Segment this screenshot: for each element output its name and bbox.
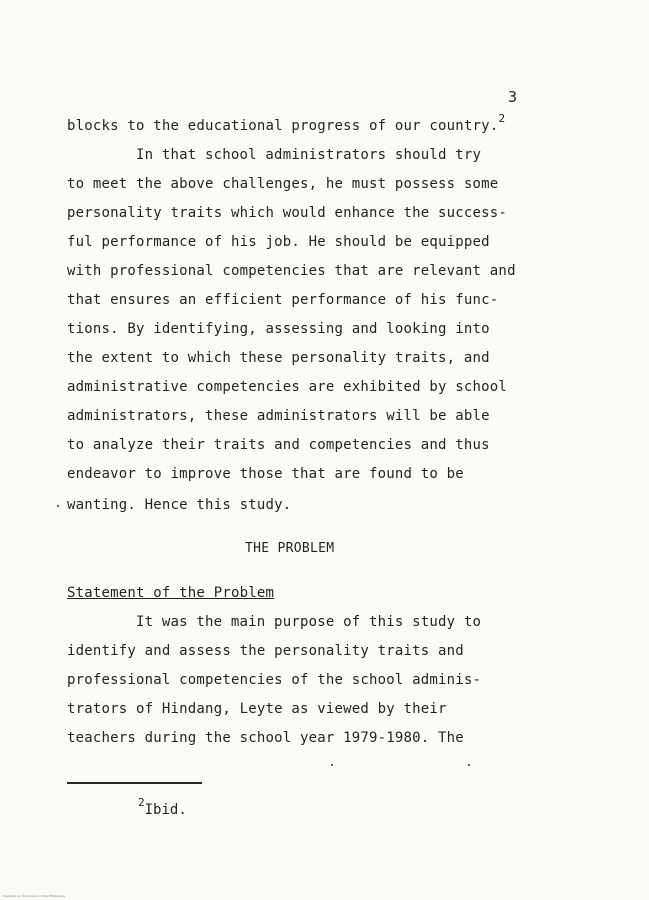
text-line: identify and assess the personality traits and bbox=[67, 643, 464, 659]
text-line: endeavor to improve those that are found to be bbox=[67, 466, 464, 482]
text-line: to meet the above challenges, he must possess some bbox=[67, 176, 499, 192]
speck bbox=[57, 505, 59, 507]
text-line: personality traits which would enhance the success- bbox=[67, 205, 508, 221]
text-line: It was the main purpose of this study to bbox=[136, 614, 482, 630]
text-line: In that school administrators should try bbox=[136, 147, 482, 163]
text-line: tions. By identifying, assessing and looking into bbox=[67, 321, 490, 337]
text-line: administrative competencies are exhibited by school bbox=[67, 379, 508, 395]
text-line: that ensures an efficient performance of his func- bbox=[67, 292, 499, 308]
subheading: Statement of the Problem bbox=[67, 585, 275, 601]
footnote-text: Ibid. bbox=[144, 802, 187, 818]
text-line: wanting. Hence this study. bbox=[67, 497, 292, 513]
text-line-content: blocks to the educational progress of our country. bbox=[67, 118, 499, 134]
text-line: the extent to which these personality traits, and bbox=[67, 350, 490, 366]
footnote bbox=[138, 796, 187, 818]
text-line: ful performance of his job. He should be equipped bbox=[67, 234, 490, 250]
text-line: administrators, these administrators will be able bbox=[67, 408, 490, 424]
footnote-reference: 2 bbox=[498, 112, 506, 125]
footnote-number: 2 bbox=[138, 796, 145, 809]
speck bbox=[468, 764, 470, 766]
speck bbox=[331, 764, 333, 766]
section-heading: THE PROBLEM bbox=[245, 541, 335, 556]
text-line: trators of Hindang, Leyte as viewed by their bbox=[67, 701, 447, 717]
digitization-footer: Digitized by the Library of the Philippines bbox=[3, 894, 66, 898]
text-line bbox=[67, 112, 506, 134]
footnote-rule bbox=[67, 782, 202, 784]
text-line: teachers during the school year 1979-1980. The bbox=[67, 730, 464, 746]
text-line: professional competencies of the school adminis- bbox=[67, 672, 482, 688]
text-line: to analyze their traits and competencies and thus bbox=[67, 437, 490, 453]
text-line: with professional competencies that are relevant and bbox=[67, 263, 516, 279]
page-number: 3 bbox=[508, 88, 518, 106]
